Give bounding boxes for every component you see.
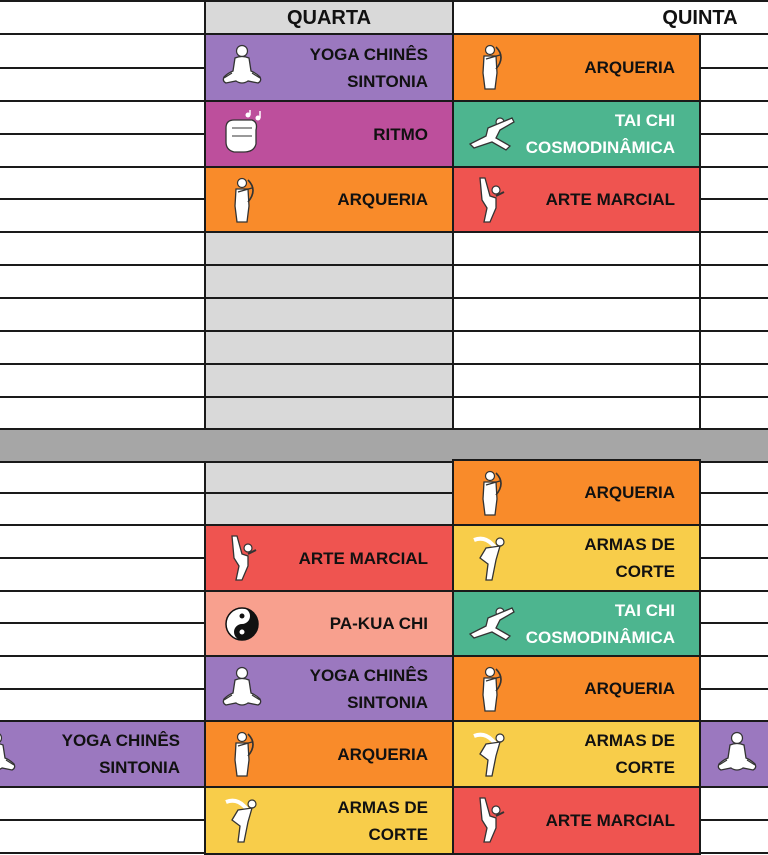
- quarta-block-pakua[interactable]: [204, 590, 454, 657]
- quinta-block-arqueria-3[interactable]: [452, 655, 701, 722]
- tai-chi-icon: [466, 596, 522, 652]
- quinta-block-arqueria-1[interactable]: [452, 33, 701, 102]
- block-label: TAI CHI COSMODINÂMICA: [525, 600, 675, 647]
- tai-chi-icon: [466, 106, 522, 162]
- block-label: ARMAS DE CORTE: [584, 535, 675, 581]
- block-label: ARQUERIA: [337, 744, 428, 764]
- martial-kick-icon: [218, 530, 266, 586]
- quarta-block-arqueria-2[interactable]: [204, 720, 454, 788]
- block-label: ARQUERIA: [584, 58, 675, 77]
- terca-block-yoga[interactable]: [0, 720, 206, 788]
- quarta-block-arte-marcial[interactable]: [204, 524, 454, 592]
- header-quinta: QUINTA: [662, 6, 738, 29]
- yin-yang-icon: [218, 596, 266, 652]
- quarta-block-ritmo[interactable]: [204, 100, 454, 168]
- block-label: TAI CHI COSMODINÂMICA: [525, 111, 675, 157]
- lunch-break-band: [0, 428, 768, 462]
- quinta-block-armas-2[interactable]: [452, 720, 701, 788]
- block-label: ARQUERIA: [584, 483, 675, 502]
- block-label: ARTE MARCIAL: [545, 811, 675, 830]
- sword-stance-icon: [466, 530, 514, 586]
- block-label: ARTE MARCIAL: [298, 548, 428, 568]
- quinta-block-arte-marcial-2[interactable]: [452, 786, 701, 855]
- block-label: YOGA CHINÊS SINTONIA: [309, 665, 428, 712]
- block-label: ARTE MARCIAL: [545, 190, 675, 209]
- quinta-block-arte-marcial-1[interactable]: [452, 166, 701, 233]
- sword-stance-icon: [218, 792, 266, 848]
- block-label: RITMO: [373, 124, 428, 144]
- archer-icon: [466, 661, 514, 717]
- quarta-block-armas[interactable]: [204, 786, 454, 855]
- archer-icon: [218, 172, 266, 228]
- quinta-block-arqueria-2[interactable]: [452, 459, 701, 526]
- block-label: ARQUERIA: [337, 190, 428, 209]
- quinta-block-taichi-1[interactable]: [452, 100, 701, 168]
- quinta-block-taichi-2[interactable]: [452, 590, 701, 657]
- archer-icon: [466, 39, 514, 95]
- quinta-block-armas-1[interactable]: [452, 524, 701, 592]
- block-label: ARQUERIA: [584, 679, 675, 698]
- martial-kick-icon: [466, 792, 514, 848]
- block-label: PA-KUA CHI: [329, 614, 428, 633]
- martial-kick-icon: [466, 172, 514, 228]
- meditation-icon: [0, 726, 20, 782]
- quarta-block-yoga-1[interactable]: [204, 33, 454, 102]
- meditation-icon: [218, 661, 266, 717]
- archer-icon: [218, 726, 266, 782]
- quarta-block-yoga-2[interactable]: [204, 655, 454, 722]
- sexta-block-yoga[interactable]: [699, 720, 768, 788]
- header-quarta: QUARTA: [286, 6, 372, 29]
- meditation-icon: [218, 39, 266, 95]
- block-label: ARMAS DE CORTE: [584, 731, 675, 777]
- meditation-icon: [713, 726, 761, 782]
- quarta-block-arqueria-1[interactable]: [204, 166, 454, 233]
- block-label: YOGA CHINÊS SINTONIA: [61, 731, 180, 777]
- archer-icon: [466, 465, 514, 521]
- block-label: ARMAS DE CORTE: [337, 797, 428, 844]
- sword-stance-icon: [466, 726, 514, 782]
- block-label: YOGA CHINÊS SINTONIA: [309, 44, 428, 91]
- fist-music-icon: [218, 106, 266, 162]
